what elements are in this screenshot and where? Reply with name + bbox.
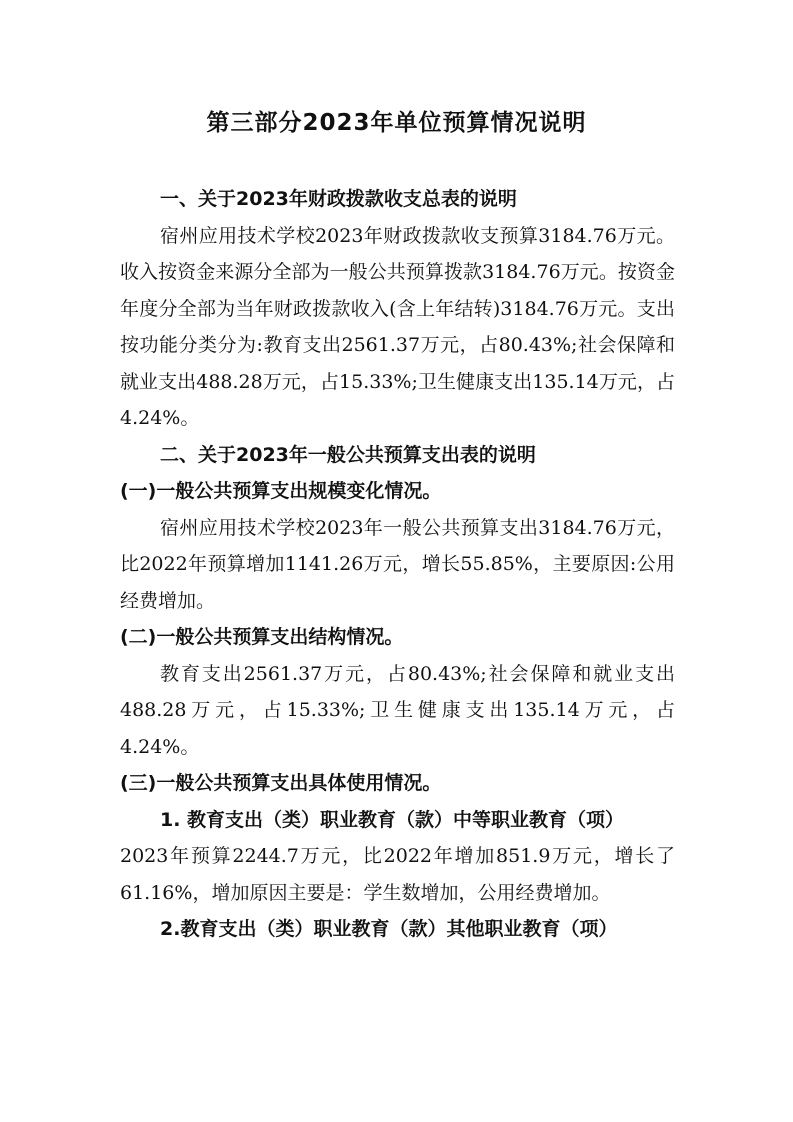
item-1-paragraph: 2023年预算2244.7万元，比2022年增加851.9万元，增长了61.16%，增加原因主要是：学生数增加，公用经费增加。 — [120, 845, 675, 904]
item-2-heading: 2.教育支出（类）职业教育（款）其他职业教育（项） — [160, 918, 618, 940]
subsection-2-paragraph: 教育支出2561.37万元，占80.43%;社会保障和就业支出488.28万元，占15.33%;卫生健康支出135.14万元，占4.24%。 — [120, 662, 675, 758]
document-title: 第三部分2023年单位预算情况说明 — [206, 110, 587, 136]
subsection-1-paragraph: 宿州应用技术学校2023年一般公共预算支出3184.76万元，比2022年预算增加1141.26万元，增长55.85%，主要原因:公用经费增加。 — [120, 516, 675, 612]
subsection-2-heading: (二)一般公共预算支出结构情况。 — [120, 626, 404, 648]
subsection-1-heading: (一)一般公共预算支出规模变化情况。 — [120, 480, 442, 502]
section-1-paragraph: 宿州应用技术学校2023年财政拨款收支预算3184.76万元。收入按资金来源分全部为一般公共预算拨款3184.76万元。按资金年度分全部为当年财政拨款收入(含上年结转)3184.76万元。支出按功能分类分为:教育支出2561.37万元，占80.43%;社会保障和就业支出488.28万元，占15.33%;卫生健康支出135.14万元，占4.24%。 — [120, 224, 675, 429]
subsection-3-heading: (三)一般公共预算支出具体使用情况。 — [120, 772, 442, 794]
document-body — [120, 181, 675, 948]
section-1-heading: 一、关于2023年财政拨款收支总表的说明 — [160, 188, 517, 210]
section-2-heading: 二、关于2023年一般公共预算支出表的说明 — [160, 443, 536, 466]
item-1-heading: 1. 教育支出（类）职业教育（款）中等职业教育（项） — [160, 808, 625, 831]
